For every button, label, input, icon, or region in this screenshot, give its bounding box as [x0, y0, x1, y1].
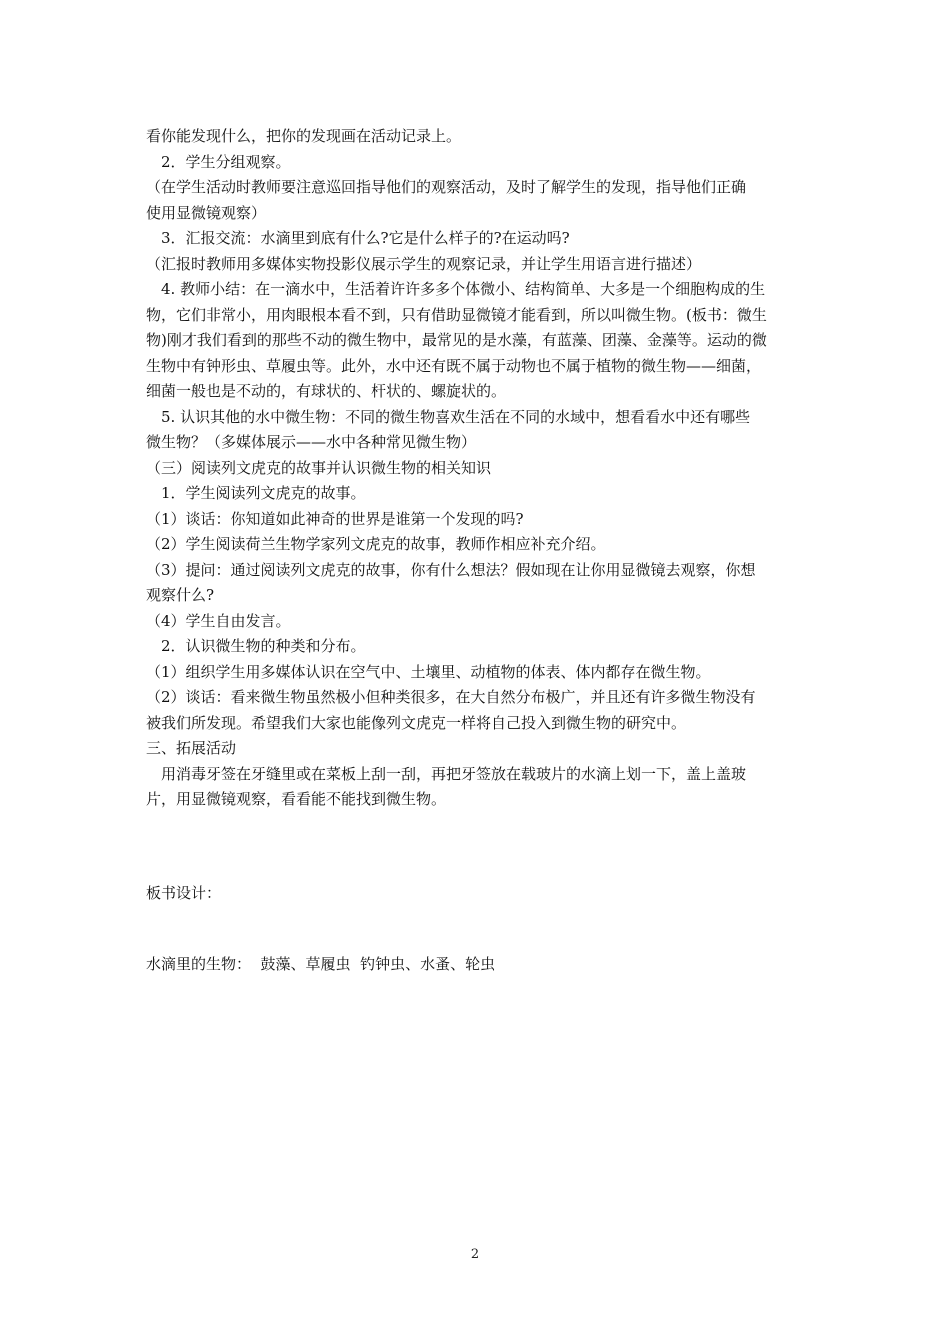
text-line: （4）学生自由发言。	[146, 611, 291, 630]
text-line: 三、拓展活动	[146, 739, 237, 757]
page-number: 2	[470, 1247, 480, 1262]
text-line: 观察什么?	[146, 586, 215, 604]
board-design-heading: 板书设计：	[146, 883, 222, 902]
text-line: 4. 教师小结：在一滴水中，生活着许许多多个体微小、结构简单、大多是一个细胞构成的生	[161, 280, 766, 298]
text-line: （3）提问：通过阅读列文虎克的故事，你有什么想法？假如现在让你用显微镜去观察，你想	[146, 560, 756, 579]
text-line: 看你能发现什么，把你的发现画在活动记录上。	[146, 127, 462, 145]
text-line: 物，它们非常小，用肉眼根本看不到，只有借助显微镜才能看到，所以叫微生物。(板书：微生	[146, 305, 767, 324]
text-line: 2．学生分组观察。	[161, 152, 291, 171]
text-line: 生物中有钟形虫、草履虫等。此外，水中还有既不属于动物也不属于植物的微生物——细菌，	[146, 356, 762, 375]
text-line: 细菌一般也是不动的，有球状的、杆状的、螺旋状的。	[146, 382, 507, 400]
document-body	[146, 124, 812, 978]
text-line: 物)刚才我们看到的那些不动的微生物中，最常见的是水藻，有蓝藻、团藻、金藻等。运动的微	[146, 331, 767, 349]
spacer	[146, 906, 812, 952]
text-line: （2）谈话：看来微生物虽然极小但种类很多，在大自然分布极广，并且还有许多微生物没有	[146, 688, 756, 706]
spacer	[146, 813, 812, 881]
text-line: 片，用显微镜观察，看看能不能找到微生物。	[146, 790, 447, 808]
paragraph-lines	[146, 124, 812, 813]
text-line: （在学生活动时教师要注意巡回指导他们的观察活动，及时了解学生的发现，指导他们正确	[146, 178, 747, 196]
text-line: 5. 认识其他的水中微生物：不同的微生物喜欢生活在不同的水域中，想看看水中还有哪些	[161, 407, 751, 426]
text-line: （2）学生阅读荷兰生物学家列文虎克的故事，教师作相应补充介绍。	[146, 535, 606, 553]
text-line: 1．学生阅读列文虎克的故事。	[161, 484, 366, 502]
text-line: 用消毒牙签在牙缝里或在菜板上刮一刮，再把牙签放在载玻片的水滴上划一下，盖上盖玻	[161, 764, 747, 783]
text-line: 使用显微镜观察）	[146, 203, 267, 222]
text-line: （1）谈话：你知道如此神奇的世界是谁第一个发现的吗?	[146, 509, 524, 528]
text-line: 被我们所发现。希望我们大家也能像列文虎克一样将自己投入到微生物的研究中。	[146, 713, 687, 732]
board-design-content: 水滴里的生物： 鼓藻、草履虫 钓钟虫、水蚤、轮虫	[146, 955, 496, 973]
text-line: （三）阅读列文虎克的故事并认识微生物的相关知识	[146, 458, 492, 477]
text-line: 2．认识微生物的种类和分布。	[161, 637, 366, 655]
text-line: 微生物？（多媒体展示——水中各种常见微生物）	[146, 433, 477, 451]
text-line: （汇报时教师用多媒体实物投影仪展示学生的观察记录，并让学生用语言进行描述）	[146, 254, 702, 273]
text-line: 3．汇报交流：水滴里到底有什么?它是什么样子的?在运动吗?	[161, 229, 570, 247]
text-line: （1）组织学生用多媒体认识在空气中、土壤里、动植物的体表、体内都存在微生物。	[146, 662, 711, 681]
